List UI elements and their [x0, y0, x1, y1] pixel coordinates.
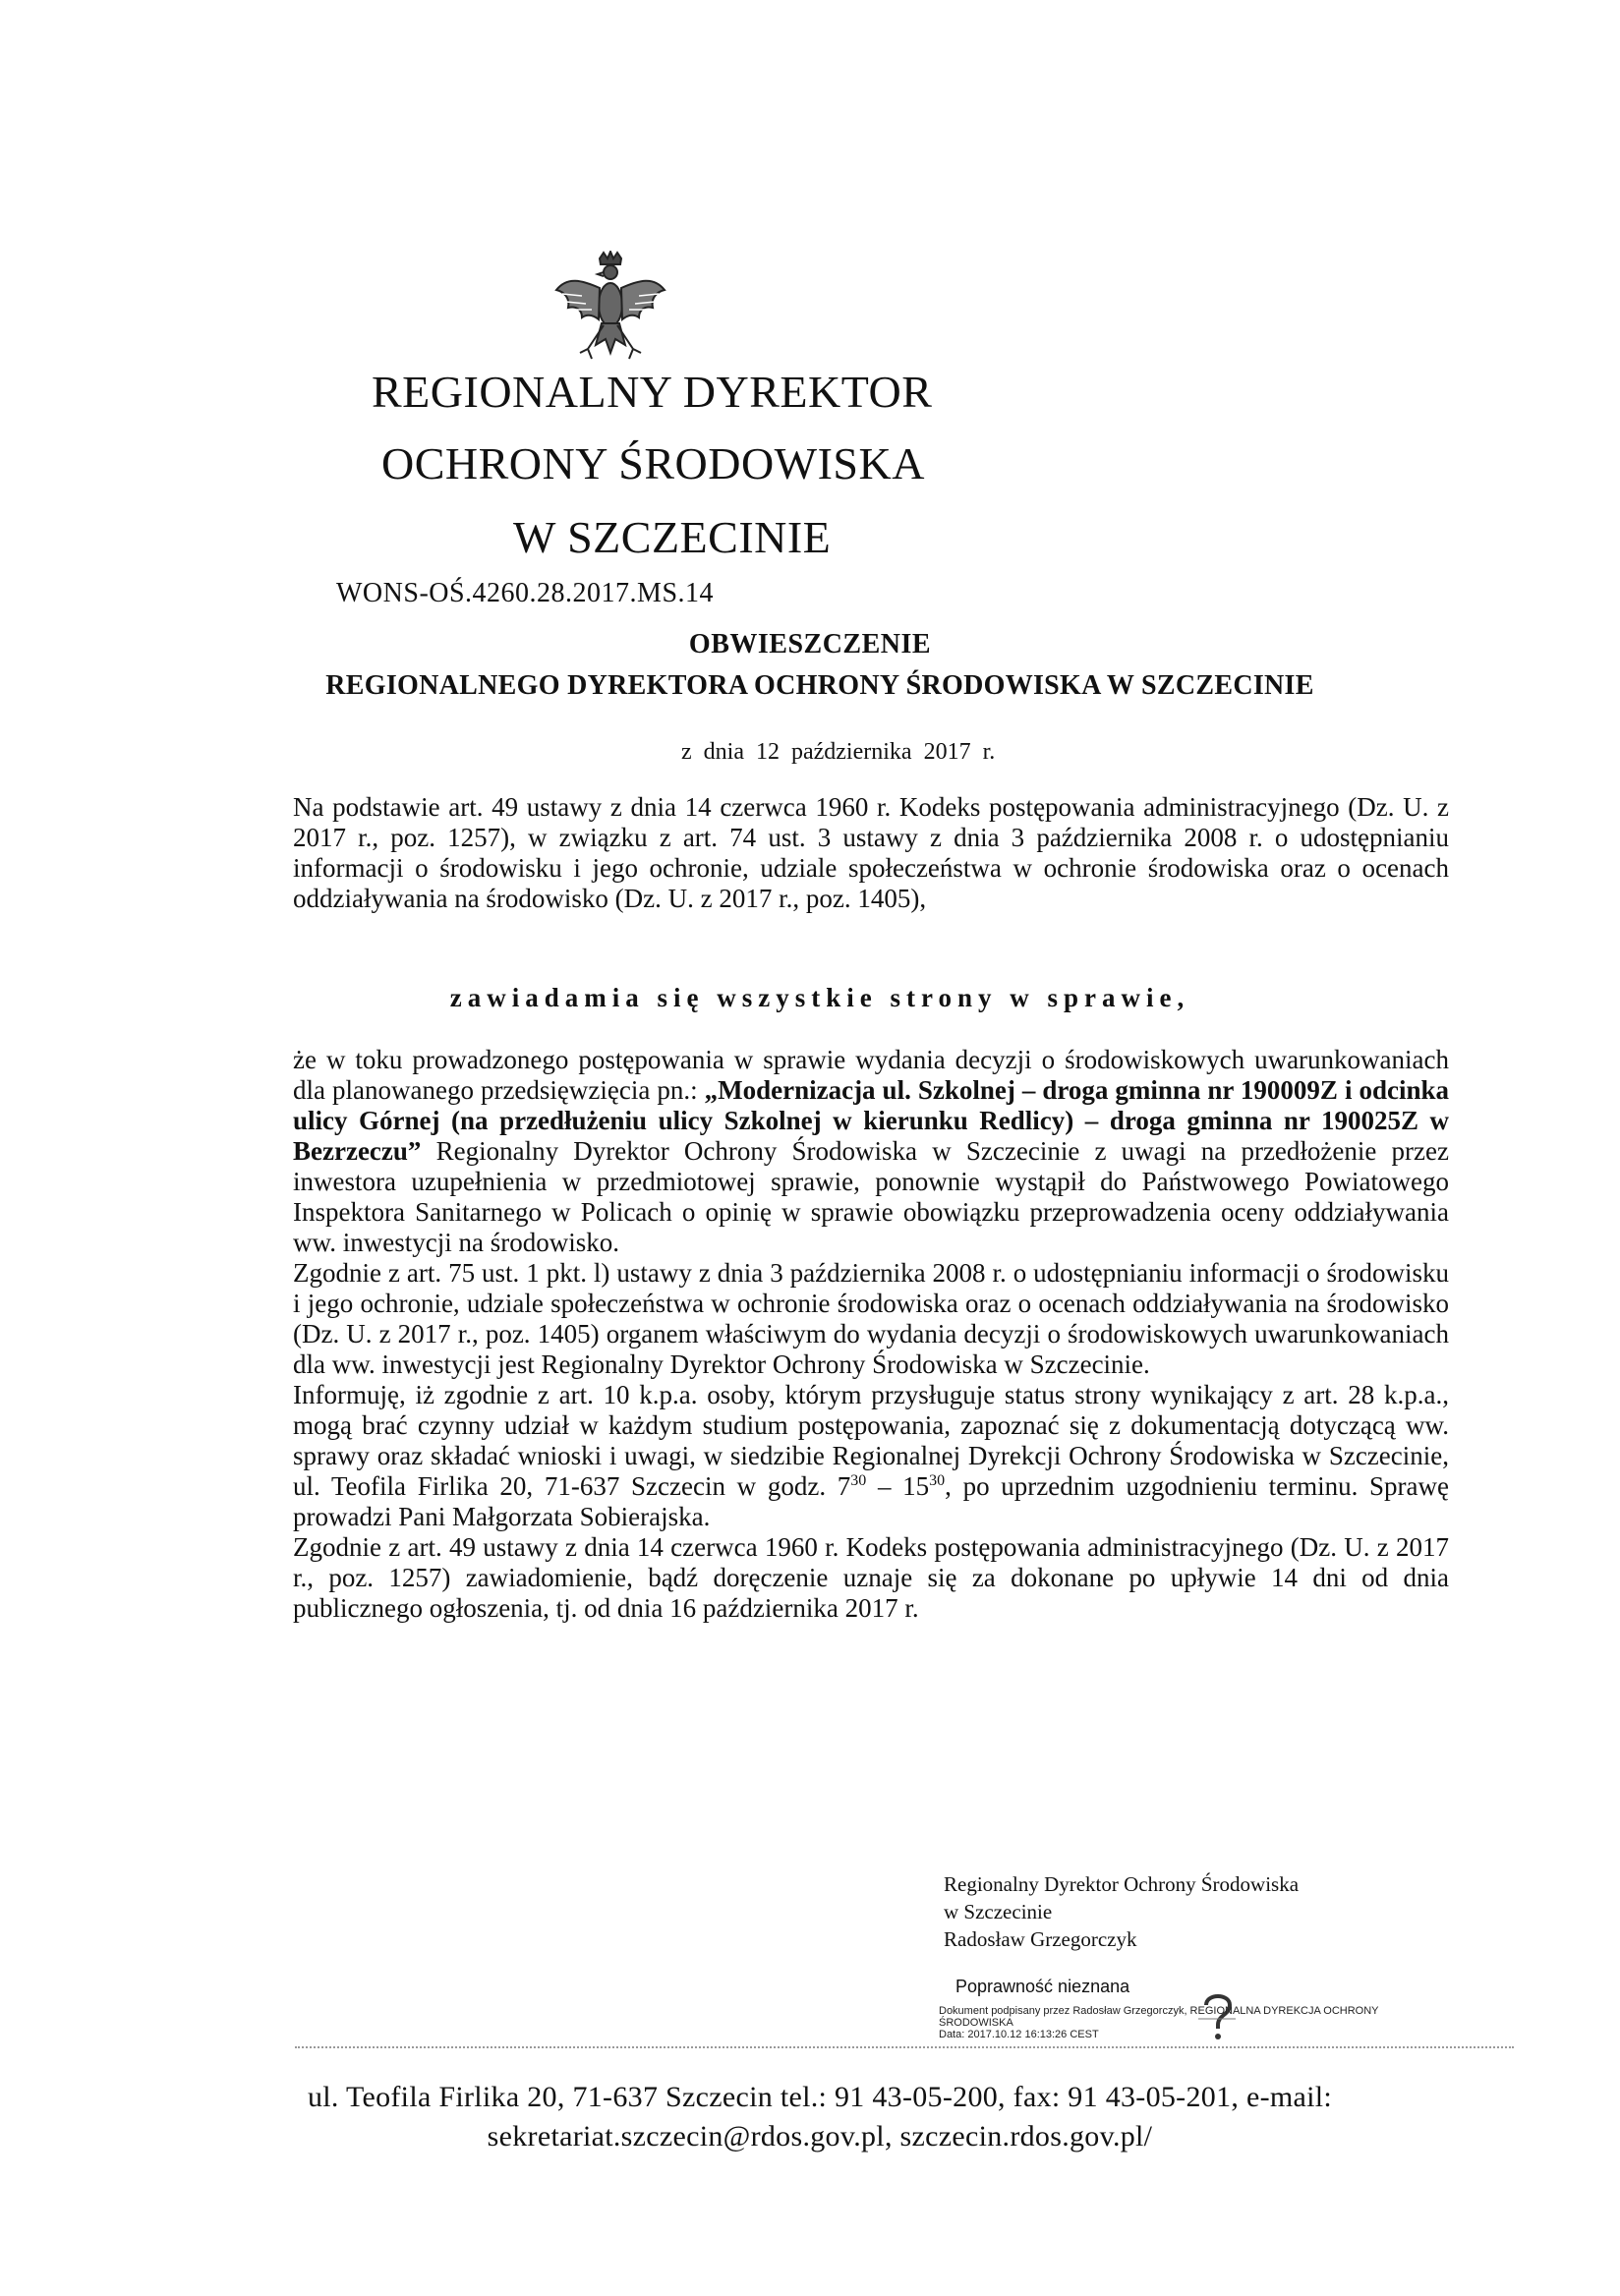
hours-end: 15	[902, 1471, 930, 1501]
notice-date: z dnia 12 października 2017 r.	[681, 739, 996, 765]
digital-signature-date: Data: 2017.10.12 16:13:26 CEST	[939, 2029, 1099, 2040]
header-line1-text: REGIONALNY DYREKTOR	[372, 367, 933, 417]
footer-address: ul. Teofila Firlika 20, 71-637 Szczecin tel.: 91 43-05-200, fax: 91 43-05-201, e-mail:	[307, 2081, 1333, 2113]
project-name: „Modernizacja ul. Szkolnej – droga gminna nr 190009Z i odcinka ulicy Górnej (na przedłużeniu ulicy Szkolnej w kierunku Redlicy) – droga gminna nr 190025Z w Bezrzeczu”	[293, 1075, 1449, 1166]
legal-basis-paragraph: Na podstawie art. 49 ustawy z dnia 14 czerwca 1960 r. Kodeks postępowania administracyjnego (Dz. U. z 2017 r., poz. 1257), w związku z art. 74 ust. 3 ustawy z dnia 3 października 2008 r. o udostępnianiu informacji o środowisku i jego ochronie, udziale społeczeństwa w ochronie środowiska oraz o ocenach oddziaływania na środowisko (Dz. U. z 2017 r., poz. 1405),	[293, 792, 1449, 913]
digital-signature-line-2: ŚRODOWISKA	[939, 2017, 1013, 2029]
signature-name: Radosław Grzegorczyk	[944, 1927, 1137, 1951]
notice-title: OBWIESZCZENIE	[688, 629, 932, 660]
p3-start-text: Informuję, iż zgodnie z art. 10 k.p.a. osoby, którym przysługuje status strony wynikający z art. 28 k.p.a., mogą brać czynny udział w każdym studium postępowania, zapoznać się z dokumentacją dotyczącą ww. sprawy oraz składać wnioski i uwagi, w siedzibie Regionalnej Dyrekcji Ochrony Środowiska w Szczecinie, ul. Teofila Firlika 20, 71-637 Szczecin w godz.	[293, 1380, 1449, 1501]
reference-number: WONS-OŚ.4260.28.2017.MS.14	[336, 578, 715, 608]
p3-end-text: , po uprzednim uzgodnieniu terminu. Sprawę prowadzi Pani Małgorzata Sobierajska.	[293, 1471, 1449, 1531]
p1-end-text: Regionalny Dyrektor Ochrony Środowiska w Szczecinie z uwagi na przedłożenie przez inwestora uzupełnienia w przedmiotowej sprawie, ponownie wystąpił do Państwowego Powiatowego Inspektora Sanitarnego w Policach o opinię w sprawie obowiązku przeprowadzenia oceny oddziaływania ww. inwestycji na środowisko.	[293, 1136, 1449, 1257]
office-name-line-2	[381, 437, 925, 489]
body-paragraph-1	[293, 1045, 1449, 1258]
signature-location: w Szczecinie	[944, 1900, 1053, 1923]
eagle-emblem-icon	[552, 251, 668, 369]
notice-body	[293, 1045, 1449, 1624]
notice-subtitle: REGIONALNEGO DYREKTORA OCHRONY ŚRODOWISKA W SZCZECINIE	[325, 670, 1314, 701]
header-line2-text: OCHRONY ŚRODOWISKA	[381, 438, 925, 488]
hours-end-minutes: 30	[929, 1472, 946, 1489]
signature-validity: Poprawność nieznana	[955, 1977, 1130, 1996]
notification-heading: zawiadamia się wszystkie strony w sprawie,	[449, 983, 1190, 1012]
office-name-line-3	[513, 511, 831, 563]
footer-divider	[295, 2046, 1514, 2050]
hours-dash: –	[866, 1471, 903, 1501]
body-paragraph-2: Zgodnie z art. 75 ust. 1 pkt. l) ustawy z dnia 3 października 2008 r. o udostępnianiu informacji o środowisku i jego ochronie, udziale społeczeństwa w ochronie środowiska oraz o ocenach oddziaływania na środowisko (Dz. U. z 2017 r., poz. 1405) organem właściwym do wydania decyzji o środowiskowych uwarunkowaniach dla ww. inwestycji jest Regionalny Dyrektor Ochrony Środowiska w Szczecinie.	[293, 1258, 1449, 1379]
hours-start: 7	[837, 1471, 851, 1501]
p1-start-text: że w toku prowadzonego postępowania w sprawie wydania decyzji o środowiskowych uwarunkowaniach dla planowanego przedsięwzięcia pn.:	[293, 1045, 1449, 1105]
footer-contact: sekretariat.szczecin@rdos.gov.pl, szczecin.rdos.gov.pl/	[487, 2120, 1153, 2152]
body-paragraph-4: Zgodnie z art. 49 ustawy z dnia 14 czerwca 1960 r. Kodeks postępowania administracyjnego (Dz. U. z 2017 r., poz. 1257) zawiadomienie, bądź doręczenie uznaje się za dokonane po upływie 14 dni od dnia publicznego ogłoszenia, tj. od dnia 16 października 2017 r.	[293, 1532, 1449, 1623]
digital-signature-info	[939, 2005, 1499, 2059]
signature-title: Regionalny Dyrektor Ochrony Środowiska	[944, 1872, 1300, 1896]
hours-start-minutes: 30	[850, 1472, 867, 1489]
digital-signature-line-1: Dokument podpisany przez Radosław Grzegorczyk, REGIONALNA DYREKCJA OCHRONY	[939, 2005, 1379, 2017]
body-paragraph-3	[293, 1380, 1449, 1532]
header-line3-text: W SZCZECINIE	[513, 512, 832, 562]
office-name-line-1	[372, 366, 932, 418]
signature-block	[944, 1870, 1299, 1953]
